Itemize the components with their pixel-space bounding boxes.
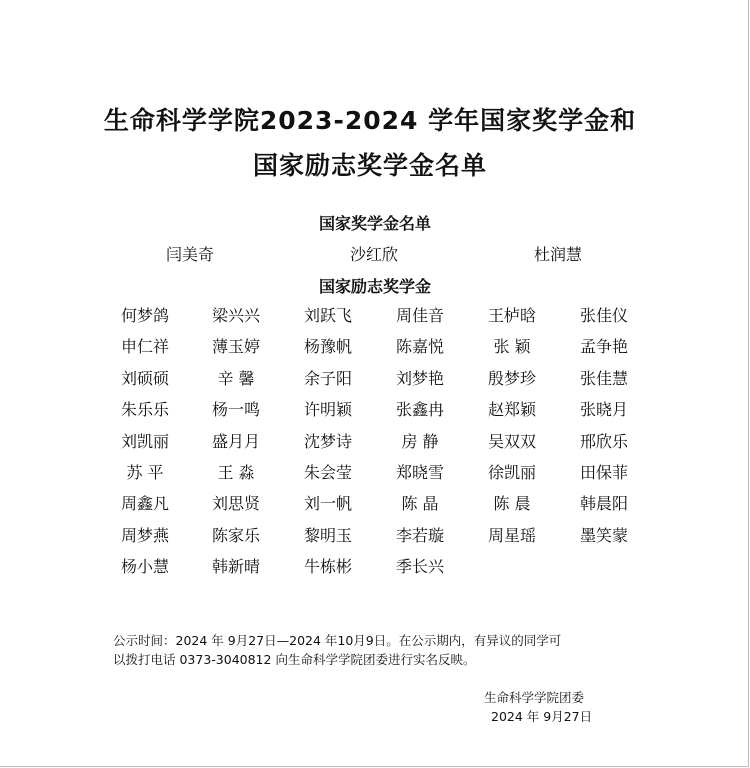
scholar-name: 王 淼 — [217, 463, 255, 482]
national-scholar-name: 杜润慧 — [533, 245, 582, 264]
scholar-name: 刘凯丽 — [120, 432, 169, 451]
scholar-name: 田保菲 — [579, 463, 628, 482]
scholar-name: 薄玉婷 — [211, 337, 260, 356]
scholar-name: 余子阳 — [303, 369, 352, 388]
scholar-name: 墨笑蒙 — [579, 526, 628, 545]
scholar-name: 杨豫帆 — [303, 337, 352, 356]
scholar-name: 牛栋彬 — [303, 557, 352, 576]
scholar-name: 赵郑颖 — [487, 400, 536, 419]
scholar-name: 何梦鸽 — [120, 306, 169, 325]
scholar-name: 刘梦艳 — [395, 369, 444, 388]
scholar-name: 张佳仪 — [579, 306, 628, 325]
scholar-name: 朱乐乐 — [120, 400, 169, 419]
scholar-name: 周星瑶 — [487, 526, 536, 545]
scholar-name: 许明颖 — [303, 400, 352, 419]
scholar-name: 梁兴兴 — [211, 306, 260, 325]
scholar-name: 刘跃飞 — [303, 306, 352, 325]
scholar-name: 刘一帆 — [303, 494, 352, 513]
notice-text — [113, 631, 643, 669]
scholar-name: 韩新晴 — [211, 557, 260, 576]
scholar-name: 苏 平 — [126, 463, 164, 482]
notice-line-2: 以拨打电话 0373-3040812 向生命科学学院团委进行实名反映。 — [113, 652, 476, 667]
scholar-name: 孟争艳 — [579, 337, 628, 356]
scholar-name: 周鑫凡 — [120, 494, 169, 513]
scholar-name: 季长兴 — [395, 557, 444, 576]
scholar-name: 盛月月 — [211, 432, 260, 451]
scholar-name: 朱会莹 — [303, 463, 352, 482]
national-scholar-name: 沙红欣 — [349, 245, 398, 264]
national-scholar-name: 闫美奇 — [165, 245, 214, 264]
encouragement-scholarship-heading: 国家励志奖学金 — [318, 277, 431, 296]
scholar-name: 辛 馨 — [217, 369, 255, 388]
scholar-name: 陈 晶 — [401, 494, 439, 513]
signature-date: 2024 年 9月27日 — [491, 709, 593, 724]
scholar-name: 张佳慧 — [579, 369, 628, 388]
notice-line-1: 公示时间：2024 年 9月27日—2024 年10月9日。在公示期内，有异议的同学可 — [113, 633, 562, 648]
national-scholarship-heading: 国家奖学金名单 — [318, 214, 431, 233]
scholar-name: 申仁祥 — [120, 337, 169, 356]
scholar-name: 张 颖 — [493, 337, 531, 356]
scholar-name: 杨一鸣 — [211, 400, 260, 419]
scholar-name: 张鑫冉 — [395, 400, 444, 419]
scholar-name: 房 静 — [401, 432, 439, 451]
scholar-name: 郑晓雪 — [395, 463, 444, 482]
scholar-name: 刘硕硕 — [120, 369, 169, 388]
scholar-name: 张晓月 — [579, 400, 628, 419]
scholar-name: 李若璇 — [395, 526, 444, 545]
scholar-name: 王栌晗 — [487, 306, 536, 325]
scholar-name: 殷梦珍 — [487, 369, 536, 388]
document-title-line-2: 国家励志奖学金名单 — [252, 151, 487, 180]
scholar-name: 陈家乐 — [211, 526, 260, 545]
scholar-name: 徐凯丽 — [487, 463, 536, 482]
scholar-name: 邢欣乐 — [579, 432, 628, 451]
scholar-name: 刘思贤 — [211, 494, 260, 513]
scholar-name: 陈嘉悦 — [395, 337, 444, 356]
scholar-name: 黎明玉 — [303, 526, 352, 545]
signature-organization: 生命科学学院团委 — [484, 690, 585, 705]
scholar-name: 周佳音 — [395, 306, 444, 325]
scholar-name: 沈梦诗 — [303, 432, 352, 451]
scholar-name: 周梦燕 — [120, 526, 169, 545]
scholar-name: 韩晨阳 — [579, 494, 628, 513]
scholar-name: 陈 晨 — [493, 494, 531, 513]
scholar-name: 吴双双 — [487, 432, 536, 451]
scholar-name: 杨小慧 — [120, 557, 169, 576]
document-title-line-1: 生命科学学院2023-2024 学年国家奖学金和 — [103, 106, 637, 135]
